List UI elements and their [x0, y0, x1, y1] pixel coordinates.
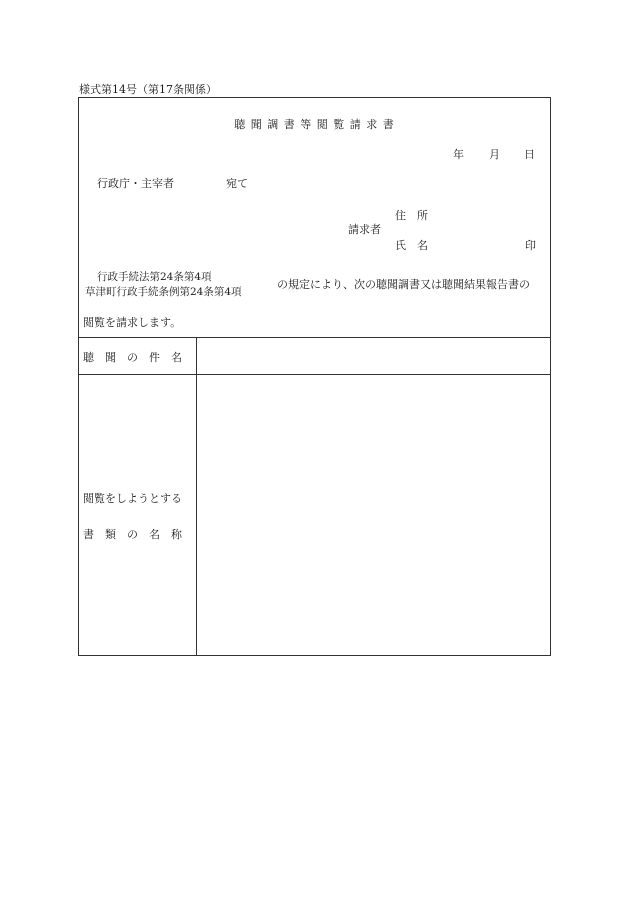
date-year: 年 — [453, 148, 464, 161]
form-title: 聴 聞 調 書 等 閲 覧 請 求 書 — [234, 118, 395, 131]
subject-field[interactable] — [197, 338, 550, 374]
requester-label: 請求者 — [348, 223, 381, 236]
document-name-label-line2: 書 類 の 名 称 — [83, 528, 182, 541]
request-form — [78, 97, 551, 656]
document-name-label-line1: 閲覧をしようとする — [83, 492, 182, 505]
address-label: 住 所 — [395, 209, 428, 222]
addressee-label: 行政庁・主宰者 — [97, 177, 174, 190]
form-number: 様式第14号（第17条関係） — [79, 83, 217, 96]
seal-mark: 印 — [525, 239, 536, 252]
date-day: 日 — [524, 148, 535, 161]
date-month: 月 — [489, 148, 500, 161]
addressee-suffix: 宛て — [226, 177, 248, 190]
document-name-field[interactable] — [197, 375, 550, 655]
legal-basis-law: 行政手続法第24条第4項 — [97, 271, 212, 283]
name-label: 氏 名 — [395, 239, 428, 252]
legal-basis-ordinance: 草津町行政手続条例第24条第4項 — [85, 286, 242, 298]
subject-label: 聴 聞 の 件 名 — [83, 351, 182, 364]
request-closing: 閲覧を請求します。 — [83, 316, 182, 329]
legal-basis-continuation: の規定により、次の聴聞調書又は聴聞結果報告書の — [277, 278, 530, 291]
